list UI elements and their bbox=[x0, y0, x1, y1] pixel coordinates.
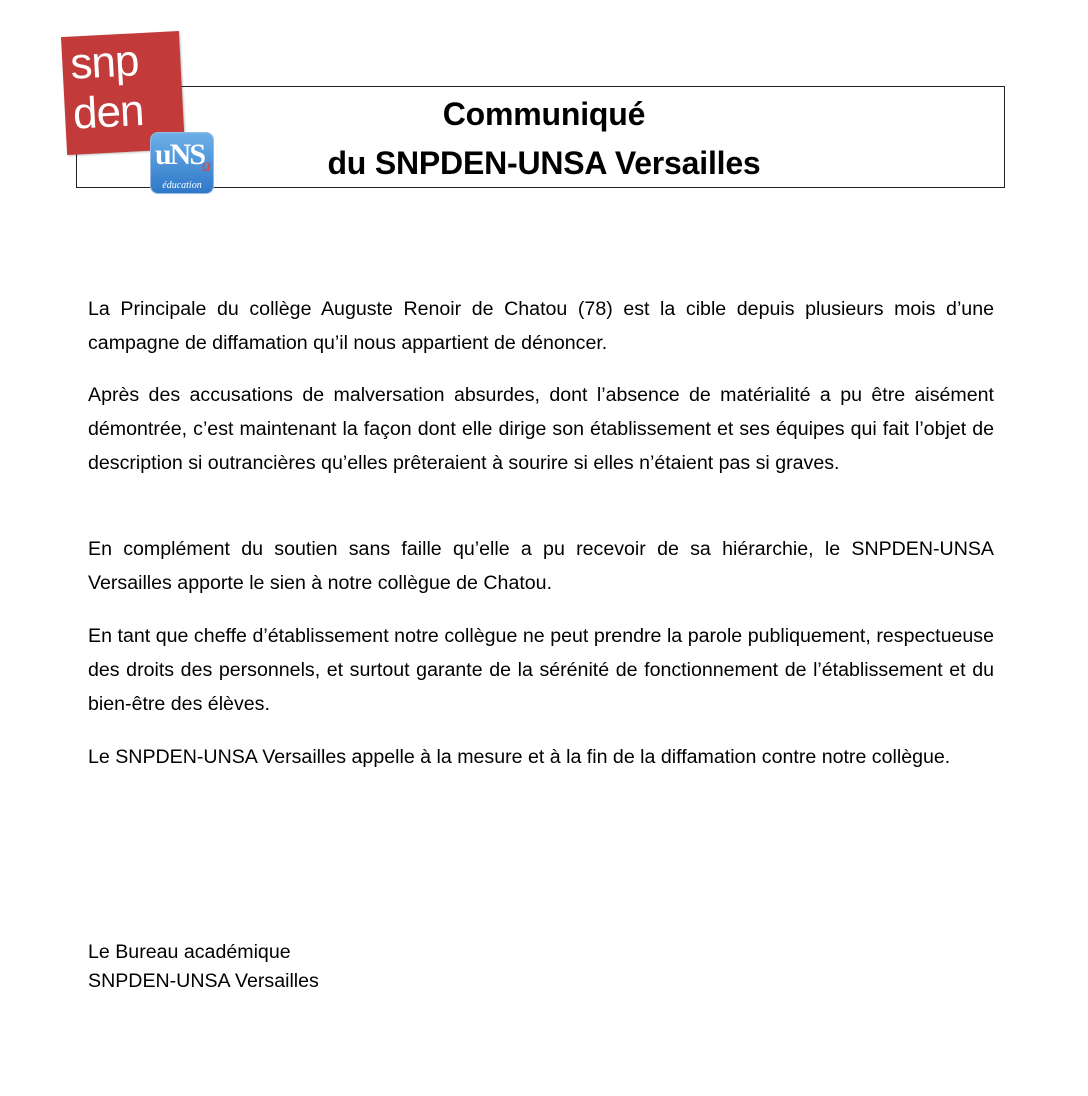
paragraph: Après des accusations de malversation absurdes, dont l’absence de matérialité a pu être aisément démontrée, c’est maintenant la façon dont elle dirige son établissement et ses équipes qui fait l’objet de description si outrancières qu’elles prêteraient à sourire si elles n’étaient pas si graves. bbox=[88, 384, 994, 474]
unsa-logo-subtitle: éducation bbox=[162, 180, 202, 191]
snpden-logo-line1: snp bbox=[69, 36, 140, 89]
paragraph: En tant que cheffe d’établissement notre collègue ne peut prendre la parole publiquement, respectueuse des droits des personnels, et surtout garante de la sérénité de fonctionnement de l’établissement et du bien-être des élèves. bbox=[88, 625, 994, 715]
page-subtitle: du SNPDEN-UNSA Versailles bbox=[327, 145, 761, 181]
paragraph: La Principale du collège Auguste Renoir de Chatou (78) est la cible depuis plusieurs mois d’une campagne de diffamation qu’il nous appartient de dénoncer. bbox=[88, 298, 994, 354]
signature-line2: SNPDEN-UNSA Versailles bbox=[88, 970, 319, 992]
unsa-logo-text: uNS bbox=[155, 138, 205, 171]
page-title: Communiqué bbox=[442, 96, 646, 132]
unsa-logo-accent: a bbox=[202, 155, 211, 175]
paragraph: En complément du soutien sans faille qu’elle a pu recevoir de sa hiérarchie, le SNPDEN-UNSA Versailles apporte le sien à notre collègue de Chatou. bbox=[88, 538, 994, 594]
unsa-logo bbox=[150, 132, 214, 194]
snpden-logo-line2: den bbox=[71, 85, 145, 139]
signature-line1: Le Bureau académique bbox=[88, 941, 291, 963]
paragraph: Le SNPDEN-UNSA Versailles appelle à la mesure et à la fin de la diffamation contre notre collègue. bbox=[88, 746, 951, 768]
